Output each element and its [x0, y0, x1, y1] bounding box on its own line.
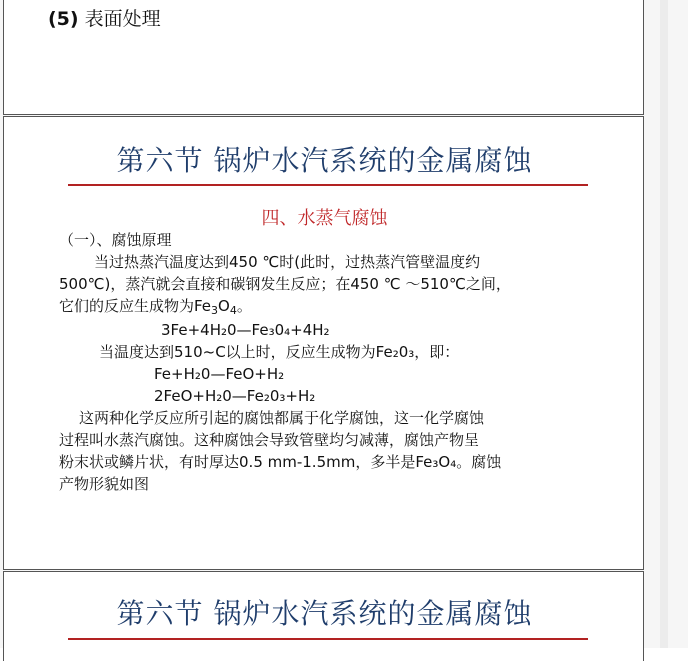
- section-label: （一）、腐蚀原理: [59, 231, 172, 249]
- para1-line3: [59, 295, 252, 322]
- para3-line2: 过程叫水蒸汽腐蚀。这种腐蚀会导致管壁均匀减薄，腐蚀产物呈: [59, 431, 480, 449]
- prev-heading-number: (5): [48, 8, 79, 30]
- para1-line3-text: 它们的反应生成物为Fe: [59, 297, 212, 315]
- vertical-scrollbar[interactable]: [660, 0, 668, 648]
- para1-line2: 500℃)，蒸汽就会直接和碳钢发生反应；在450 ℃ ～510℃之间，: [59, 275, 511, 293]
- equation-3: 2FeO+H₂0—Fe₂0₃+H₂: [154, 387, 316, 405]
- title-underline: [68, 184, 588, 186]
- equation-2: Fe+H₂0—FeO+H₂: [154, 365, 285, 383]
- section-subtitle: 四、水蒸气腐蚀: [261, 208, 388, 229]
- slide-previous: [3, 0, 644, 115]
- slide-title: 第六节 锅炉水汽系统的金属腐蚀: [116, 144, 533, 177]
- equation-1: 3Fe+4H₂0—Fe₃0₄+4H₂: [161, 321, 330, 339]
- subscript: 4: [229, 304, 237, 317]
- para1-line3-end: 。: [236, 297, 252, 315]
- para2: 当温度达到510~C以上时，反应生成物为Fe₂0₃，即：: [99, 343, 460, 361]
- next-slide-title: 第六节 锅炉水汽系统的金属腐蚀: [116, 597, 533, 630]
- para1-line3-mid: O: [218, 297, 230, 315]
- slide-current: [3, 116, 644, 570]
- next-title-underline: [68, 638, 588, 640]
- para3-line3: 粉末状或鳞片状，有时厚达0.5 mm-1.5mm，多半是Fe₃O₄。腐蚀: [59, 453, 502, 471]
- para1-line1: 当过热蒸汽温度达到450 ℃时(此时，过热蒸汽管壁温度约: [94, 253, 481, 271]
- para3-line4: 产物形貌如图: [59, 475, 150, 493]
- prev-heading-text: 表面处理: [84, 8, 161, 30]
- prev-slide-heading: [48, 4, 161, 31]
- para3-line1: 这两种化学反应所引起的腐蚀都属于化学腐蚀，这一化学腐蚀: [79, 409, 485, 427]
- subscript: 3: [211, 304, 219, 317]
